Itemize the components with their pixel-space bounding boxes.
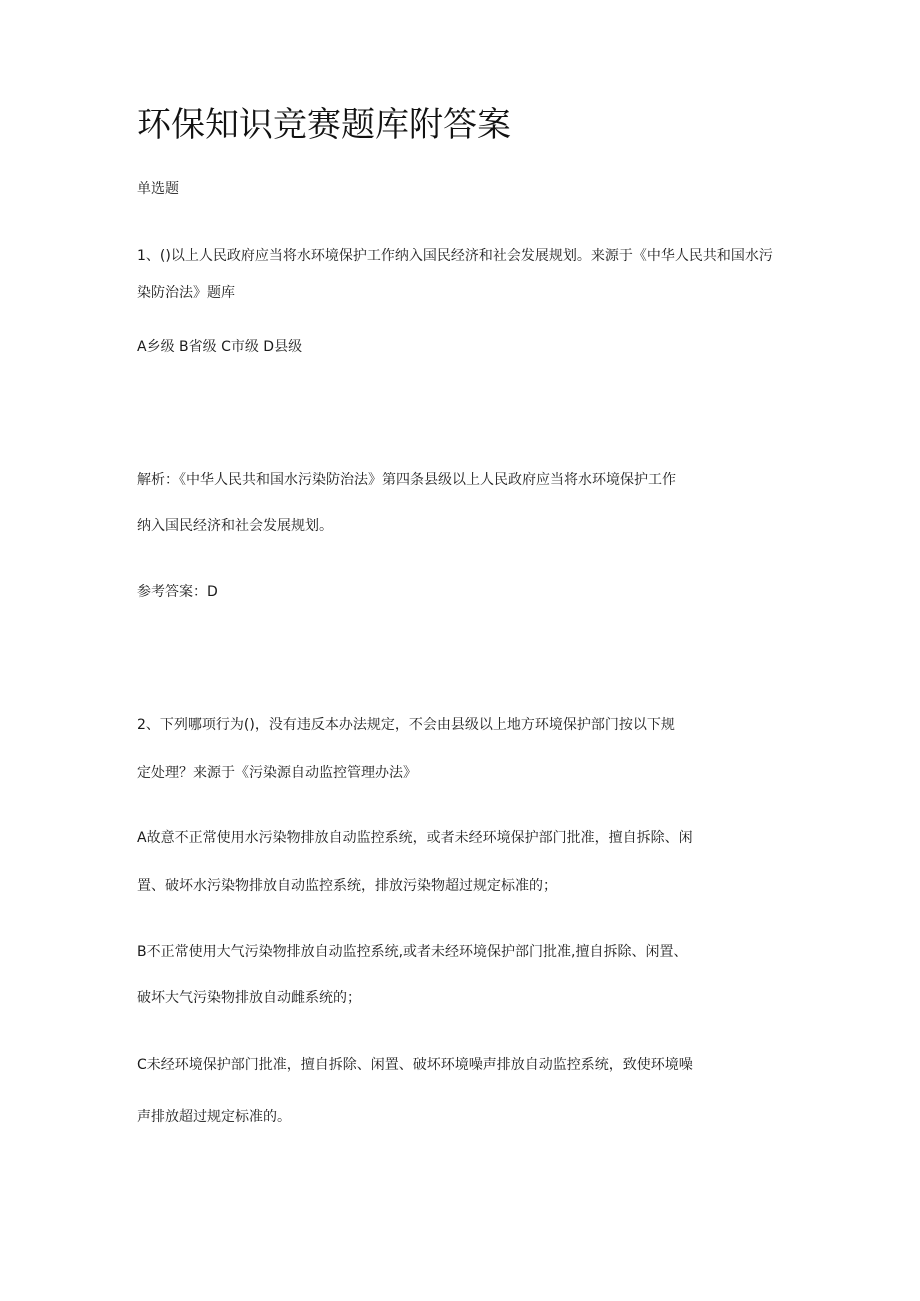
question-2-line-1: 2、下列哪项行为()，没有违反本办法规定，不会由县级以上地方环境保护部门按以下规 [137,717,675,733]
question-1-analysis-line-2: 纳入国民经济和社会发展规划。 [137,518,333,534]
question-1-analysis-line-1: 解析：《中华人民共和国水污染防治法》第四条县级以上人民政府应当将水环境保护工作 [137,472,676,488]
question-1-answer: 参考答案：D [137,584,218,600]
question-2-option-b-line-1: B不正常使用大气污染物排放自动监控系统,或者未经环境保护部门批准,擅自拆除、闲置、 [137,944,688,960]
page-title: 环保知识竞赛题库附答案 [137,105,511,145]
section-label: 单选题 [137,181,179,197]
question-2-option-c-line-2: 声排放超过规定标准的。 [137,1109,291,1125]
question-2-line-2: 定处理？来源于《污染源自动监控管理办法》 [137,765,417,781]
question-2-option-c-line-1: C未经环境保护部门批准，擅自拆除、闲置、破坏环境噪声排放自动监控系统，致使环境噪 [137,1057,693,1073]
question-1-options: A乡级 B省级 C市级 D县级 [137,339,303,355]
question-1-line-1: 1、()以上人民政府应当将水环境保护工作纳入国民经济和社会发展规划。来源于《中华人民共和国水污 [137,248,773,264]
question-1-line-2: 染防治法》题库 [137,285,235,301]
question-2-option-a-line-2: 置、破坏水污染物排放自动监控系统，排放污染物超过规定标准的； [137,878,557,894]
question-2-option-b-line-2: 破坏大气污染物排放自动雌系统的； [137,990,361,1006]
question-2-option-a-line-1: A故意不正常使用水污染物排放自动监控系统，或者未经环境保护部门批准，擅自拆除、闲 [137,830,693,846]
